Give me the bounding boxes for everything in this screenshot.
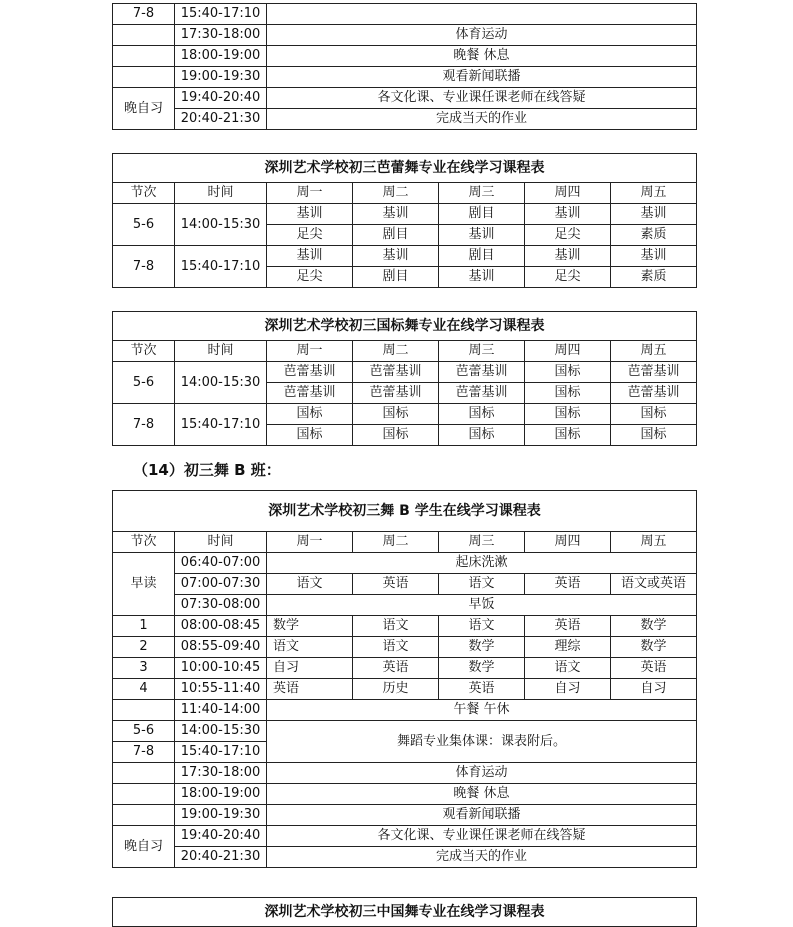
- header-row: [113, 183, 697, 204]
- table-row: [113, 595, 697, 616]
- course-cell: 基训: [611, 246, 697, 267]
- ballet-schedule-table: [112, 153, 697, 288]
- time-cell: 08:55-09:40: [175, 637, 267, 658]
- course-cell: 国标: [611, 404, 697, 425]
- period-cell: 3: [113, 658, 175, 679]
- course-cell: 芭蕾基训: [353, 362, 439, 383]
- table-row: [113, 246, 697, 267]
- class-b-schedule-table: [112, 490, 697, 868]
- content-cell: 早饭: [267, 595, 697, 616]
- column-header: 节次: [113, 341, 175, 362]
- table-row: [113, 763, 697, 784]
- period-cell: [113, 763, 175, 784]
- table-row: [113, 46, 697, 67]
- time-cell: 19:00-19:30: [175, 805, 267, 826]
- time-cell: 11:40-14:00: [175, 700, 267, 721]
- table-row: [113, 784, 697, 805]
- period-cell: 早读: [113, 553, 175, 616]
- course-cell: 基训: [353, 204, 439, 225]
- time-cell: 15:40-17:10: [175, 742, 267, 763]
- course-cell: 芭蕾基训: [267, 383, 353, 404]
- header-row: [113, 532, 697, 553]
- table-row: [113, 847, 697, 868]
- column-header: 周三: [439, 183, 525, 204]
- period-cell: [113, 67, 175, 88]
- column-header: 周四: [525, 532, 611, 553]
- time-cell: 10:55-11:40: [175, 679, 267, 700]
- period-cell: 晚自习: [113, 88, 175, 130]
- course-cell: 国标: [611, 425, 697, 446]
- course-cell: 芭蕾基训: [611, 362, 697, 383]
- course-cell: 剧目: [353, 267, 439, 288]
- course-cell: 国标: [353, 404, 439, 425]
- content-cell: 各文化课、专业课任课老师在线答疑: [267, 88, 697, 109]
- header-row: [113, 341, 697, 362]
- course-cell: 国标: [353, 425, 439, 446]
- table-row: [113, 805, 697, 826]
- time-cell: 10:00-10:45: [175, 658, 267, 679]
- period-cell: [113, 784, 175, 805]
- course-cell: 英语: [353, 658, 439, 679]
- time-cell: 07:30-08:00: [175, 595, 267, 616]
- time-cell: 17:30-18:00: [175, 763, 267, 784]
- course-cell: 芭蕾基训: [611, 383, 697, 404]
- course-cell: 基训: [267, 204, 353, 225]
- content-cell: 观看新闻联播: [267, 805, 697, 826]
- period-cell: [113, 700, 175, 721]
- period-cell: 1: [113, 616, 175, 637]
- column-header: 周五: [611, 183, 697, 204]
- column-header: 周二: [353, 341, 439, 362]
- column-header: 周四: [525, 183, 611, 204]
- time-cell: 14:00-15:30: [175, 721, 267, 742]
- course-cell: 素质: [611, 225, 697, 246]
- table-row: [113, 109, 697, 130]
- content-cell: 观看新闻联播: [267, 67, 697, 88]
- content-cell: 各文化课、专业课任课老师在线答疑: [267, 826, 697, 847]
- section-heading: （14）初三舞 B 班：: [133, 461, 281, 479]
- table-row: [113, 574, 697, 595]
- content-cell: 晚餐 休息: [267, 784, 697, 805]
- column-header: 周五: [611, 341, 697, 362]
- table-row: [113, 67, 697, 88]
- course-cell: 基训: [525, 246, 611, 267]
- time-cell: 15:40-17:10: [175, 4, 267, 25]
- course-cell: 基训: [353, 246, 439, 267]
- column-header: 周四: [525, 341, 611, 362]
- content-cell: [267, 4, 697, 25]
- time-cell: 19:40-20:40: [175, 826, 267, 847]
- course-cell: 理综: [525, 637, 611, 658]
- course-cell: 历史: [353, 679, 439, 700]
- period-cell: [113, 46, 175, 67]
- chinese-dance-schedule-table: [112, 897, 697, 927]
- content-cell: 晚餐 休息: [267, 46, 697, 67]
- period-cell: 7-8: [113, 404, 175, 446]
- course-cell: 足尖: [525, 267, 611, 288]
- course-cell: 国标: [439, 404, 525, 425]
- content-cell: 体育运动: [267, 763, 697, 784]
- content-cell: 舞蹈专业集体课：课表附后。: [267, 721, 697, 763]
- course-cell: 基训: [267, 246, 353, 267]
- course-cell: 语文: [439, 574, 525, 595]
- period-cell: 7-8: [113, 742, 175, 763]
- course-cell: 自习: [267, 658, 353, 679]
- course-cell: 基训: [439, 225, 525, 246]
- table-row: [113, 404, 697, 425]
- course-cell: 语文: [353, 616, 439, 637]
- course-cell: 英语: [611, 658, 697, 679]
- time-cell: 20:40-21:30: [175, 847, 267, 868]
- table-row: [113, 637, 697, 658]
- table-row: [113, 679, 697, 700]
- time-cell: 20:40-21:30: [175, 109, 267, 130]
- table-row: [113, 700, 697, 721]
- course-cell: 英语: [353, 574, 439, 595]
- time-cell: 19:00-19:30: [175, 67, 267, 88]
- time-cell: 06:40-07:00: [175, 553, 267, 574]
- time-cell: 15:40-17:10: [175, 246, 267, 288]
- table-title: 深圳艺术学校初三国标舞专业在线学习课程表: [113, 312, 697, 341]
- course-cell: 数学: [439, 658, 525, 679]
- time-cell: 15:40-17:10: [175, 404, 267, 446]
- content-cell: 午餐 午休: [267, 700, 697, 721]
- column-header: 时间: [175, 341, 267, 362]
- course-cell: 足尖: [267, 267, 353, 288]
- course-cell: 英语: [267, 679, 353, 700]
- period-cell: [113, 25, 175, 46]
- column-header: 周一: [267, 341, 353, 362]
- course-cell: 数学: [611, 616, 697, 637]
- period-cell: 7-8: [113, 246, 175, 288]
- column-header: 周一: [267, 183, 353, 204]
- column-header: 周二: [353, 532, 439, 553]
- time-cell: 14:00-15:30: [175, 204, 267, 246]
- course-cell: 剧目: [439, 246, 525, 267]
- column-header: 周一: [267, 532, 353, 553]
- period-cell: 晚自习: [113, 826, 175, 868]
- table-row: [113, 553, 697, 574]
- period-cell: 5-6: [113, 362, 175, 404]
- time-cell: 18:00-19:00: [175, 784, 267, 805]
- course-cell: 语文: [267, 637, 353, 658]
- course-cell: 英语: [525, 574, 611, 595]
- content-cell: 完成当天的作业: [267, 847, 697, 868]
- course-cell: 英语: [525, 616, 611, 637]
- table-row: [113, 4, 697, 25]
- column-header: 时间: [175, 532, 267, 553]
- course-cell: 芭蕾基训: [439, 383, 525, 404]
- table-row: [113, 826, 697, 847]
- column-header: 时间: [175, 183, 267, 204]
- column-header: 周三: [439, 532, 525, 553]
- course-cell: 国标: [525, 404, 611, 425]
- table-row: [113, 616, 697, 637]
- course-cell: 数学: [611, 637, 697, 658]
- table-row: [113, 658, 697, 679]
- period-cell: 7-8: [113, 4, 175, 25]
- course-cell: 语文: [353, 637, 439, 658]
- time-cell: 18:00-19:00: [175, 46, 267, 67]
- course-cell: 基训: [525, 204, 611, 225]
- course-cell: 国标: [525, 383, 611, 404]
- course-cell: 自习: [525, 679, 611, 700]
- course-cell: 自习: [611, 679, 697, 700]
- course-cell: 国标: [267, 425, 353, 446]
- period-cell: [113, 805, 175, 826]
- column-header: 周三: [439, 341, 525, 362]
- time-cell: 07:00-07:30: [175, 574, 267, 595]
- course-cell: 剧目: [439, 204, 525, 225]
- course-cell: 语文: [525, 658, 611, 679]
- course-cell: 芭蕾基训: [353, 383, 439, 404]
- schedule-table-continued: [112, 3, 697, 130]
- table-title: 深圳艺术学校初三中国舞专业在线学习课程表: [113, 898, 697, 927]
- time-cell: 19:40-20:40: [175, 88, 267, 109]
- course-cell: 国标: [439, 425, 525, 446]
- column-header: 节次: [113, 532, 175, 553]
- period-cell: 5-6: [113, 204, 175, 246]
- table-row: [113, 25, 697, 46]
- content-cell: 起床洗漱: [267, 553, 697, 574]
- time-cell: 14:00-15:30: [175, 362, 267, 404]
- table-title: 深圳艺术学校初三芭蕾舞专业在线学习课程表: [113, 154, 697, 183]
- ballroom-schedule-table: [112, 311, 697, 446]
- course-cell: 剧目: [353, 225, 439, 246]
- course-cell: 芭蕾基训: [267, 362, 353, 383]
- time-cell: 17:30-18:00: [175, 25, 267, 46]
- content-cell: 体育运动: [267, 25, 697, 46]
- column-header: 节次: [113, 183, 175, 204]
- course-cell: 足尖: [525, 225, 611, 246]
- column-header: 周五: [611, 532, 697, 553]
- column-header: 周二: [353, 183, 439, 204]
- course-cell: 国标: [525, 425, 611, 446]
- course-cell: 足尖: [267, 225, 353, 246]
- table-title: 深圳艺术学校初三舞 B 学生在线学习课程表: [113, 491, 697, 532]
- course-cell: 语文: [439, 616, 525, 637]
- table-row: [113, 88, 697, 109]
- course-cell: 基训: [439, 267, 525, 288]
- content-cell: 完成当天的作业: [267, 109, 697, 130]
- course-cell: 英语: [439, 679, 525, 700]
- course-cell: 芭蕾基训: [439, 362, 525, 383]
- course-cell: 数学: [439, 637, 525, 658]
- time-cell: 08:00-08:45: [175, 616, 267, 637]
- table-row: [113, 721, 697, 742]
- table-row: [113, 362, 697, 383]
- course-cell: 素质: [611, 267, 697, 288]
- course-cell: 国标: [267, 404, 353, 425]
- period-cell: 5-6: [113, 721, 175, 742]
- period-cell: 2: [113, 637, 175, 658]
- table-row: [113, 204, 697, 225]
- course-cell: 数学: [267, 616, 353, 637]
- course-cell: 国标: [525, 362, 611, 383]
- period-cell: 4: [113, 679, 175, 700]
- course-cell: 语文或英语: [611, 574, 697, 595]
- course-cell: 语文: [267, 574, 353, 595]
- course-cell: 基训: [611, 204, 697, 225]
